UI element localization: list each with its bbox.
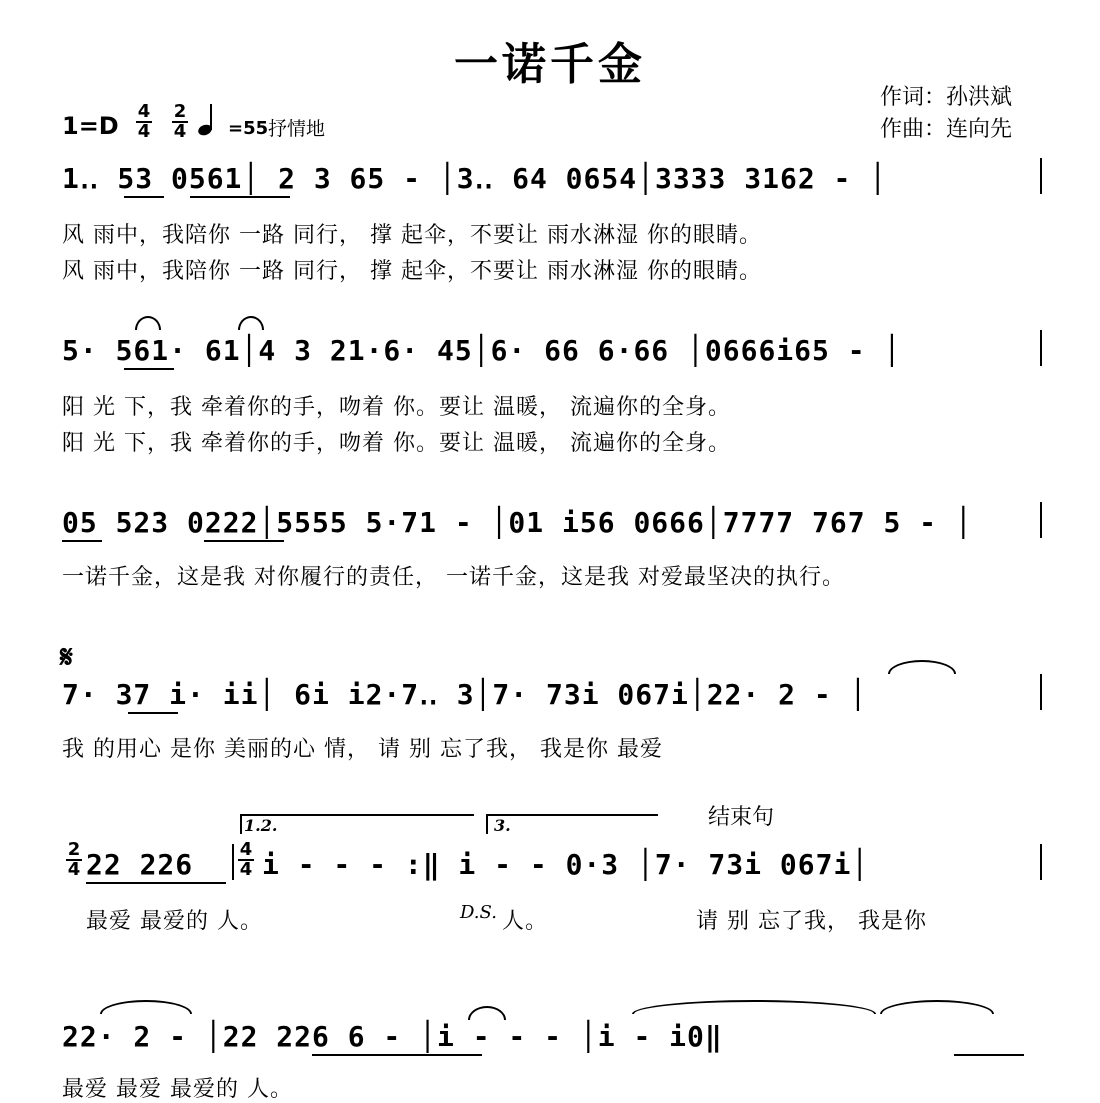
lyric-line-5: 最爱 最爱的 人。 xyxy=(86,909,263,934)
expression-marking: 抒情地 xyxy=(268,118,326,140)
time-sig-numerator: 4 xyxy=(239,839,253,860)
lyric-line-5-tail: 请 别 忘了我， 我是你 xyxy=(696,909,927,934)
tempo-marking: =55 xyxy=(228,118,269,139)
notation-row-3: 05 523 0222│5555 5·71 - │01 i56 0666│7777 767 5 - │ xyxy=(62,506,973,539)
slur-mark xyxy=(632,1000,876,1014)
notation-row-2: 5· 561· 61│4 3 21·6· 45│6· 66 6·66 │0666i65 - │ xyxy=(62,334,902,367)
underline-beam xyxy=(62,540,102,542)
lyric-line-1-verse-1: 风 雨中，我陪你 一路 同行， 撑 起伞，不要让 雨水淋湿 你的眼睛。 xyxy=(62,223,762,248)
segno-icon: 𝄋 xyxy=(60,640,73,675)
notation-row-4: 7· 37 i· ii│ 6i i2·7‥ 3│7· 73i 067i│22· 2 - │ xyxy=(62,678,868,711)
time-sig-numerator: 2 xyxy=(173,101,187,122)
underline-beam xyxy=(86,882,226,884)
slur-mark xyxy=(880,1000,994,1014)
slur-mark xyxy=(888,660,956,674)
barline xyxy=(1040,844,1042,880)
key-signature: 1=D xyxy=(62,112,119,140)
lyric-line-2-verse-1: 阳 光 下，我 牵着你的手，吻着 你。要让 温暖， 流遍你的全身。 xyxy=(62,395,731,420)
barline xyxy=(232,844,234,880)
notation-row-1: 1‥ 53 0561│ 2 3 65 - │3‥ 64 0654│3333 3162 - │ xyxy=(62,162,888,195)
dal-segno-marking: D.S. xyxy=(460,902,497,923)
lyric-line-6: 最爱 最爱 最爱的 人。 xyxy=(62,1077,293,1102)
lyric-ds-end: 人。 xyxy=(502,909,549,934)
underline-beam xyxy=(954,1054,1024,1056)
volta-label-1: 1.2. xyxy=(244,816,278,835)
notation-row-5-pickup: 22 226 xyxy=(86,848,194,881)
volta-bracket-2 xyxy=(486,814,658,834)
time-sig-denominator: 4 xyxy=(173,121,187,142)
song-title: 一诺千金 xyxy=(454,39,646,90)
barline xyxy=(1040,674,1042,710)
underline-beam xyxy=(204,540,284,542)
time-sig-numerator: 2 xyxy=(67,839,81,860)
time-sig-denominator: 4 xyxy=(67,859,81,880)
slur-mark xyxy=(135,316,161,330)
barline xyxy=(1040,330,1042,366)
composer-credit: 作曲：连向先 xyxy=(880,117,1013,142)
barline xyxy=(1040,502,1042,538)
slur-mark xyxy=(238,316,264,330)
underline-beam xyxy=(124,368,174,370)
notation-row-5: i - - - :‖ i - - 0·3 │7· 73i 067i│ xyxy=(262,848,870,881)
time-signature-44 xyxy=(238,839,254,880)
ending-label: 结束句 xyxy=(708,805,775,830)
time-signature-44 xyxy=(136,101,152,142)
lyric-line-2-verse-2: 阳 光 下，我 牵着你的手，吻着 你。要让 温暖， 流遍你的全身。 xyxy=(62,431,731,456)
time-sig-numerator: 4 xyxy=(137,101,151,122)
barline xyxy=(1040,158,1042,194)
time-sig-denominator: 4 xyxy=(239,859,253,880)
lyric-line-4: 我 的用心 是你 美丽的心 情， 请 别 忘了我， 我是你 最爱 xyxy=(62,737,663,762)
lyric-line-3: 一诺千金，这是我 对你履行的责任， 一诺千金，这是我 对爱最坚决的执行。 xyxy=(62,565,845,590)
underline-beam xyxy=(190,196,290,198)
notation-row-6: 22· 2 - │22 226 6 - │i - - - │i - i0‖ xyxy=(62,1020,723,1053)
lyricist-credit: 作词：孙洪斌 xyxy=(880,85,1013,110)
time-sig-denominator: 4 xyxy=(137,121,151,142)
quarter-note-icon xyxy=(196,100,226,138)
lyric-line-1-verse-2: 风 雨中，我陪你 一路 同行， 撑 起伞，不要让 雨水淋湿 你的眼睛。 xyxy=(62,259,762,284)
underline-beam xyxy=(312,1054,482,1056)
underline-beam xyxy=(124,196,164,198)
underline-beam xyxy=(128,712,178,714)
time-signature-24 xyxy=(172,101,188,142)
volta-label-2: 3. xyxy=(494,816,511,835)
slur-mark xyxy=(468,1006,506,1020)
slur-mark xyxy=(100,1000,192,1014)
time-signature-24 xyxy=(66,839,82,880)
